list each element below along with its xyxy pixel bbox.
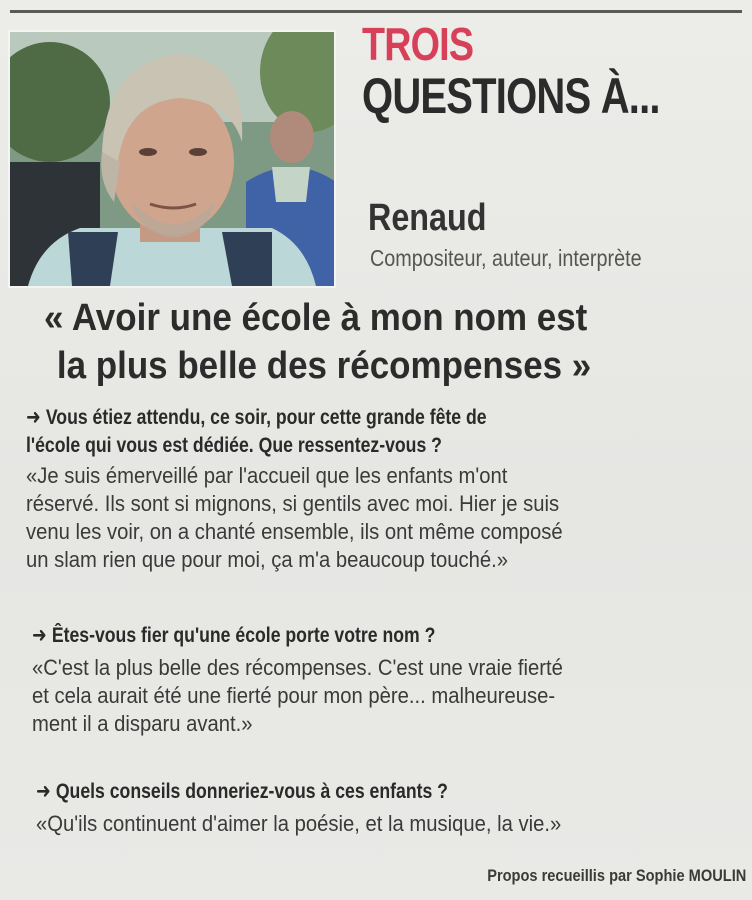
top-rule <box>10 10 742 13</box>
answer-1-line-1: «Je suis émerveillé par l'accueil que les enfants m'ont <box>26 463 508 488</box>
kicker-questions: QUESTIONS À... <box>362 68 660 124</box>
interviewee-name: Renaud <box>368 197 487 239</box>
interviewee-role: Compositeur, auteur, interprète <box>370 245 642 271</box>
qa-block-3 <box>36 778 752 838</box>
headline-line-2: la plus belle des récompenses » <box>56 345 592 387</box>
portrait-illustration <box>10 32 334 286</box>
headline-line-1: « Avoir une école à mon nom est <box>44 297 588 339</box>
answer-1-line-4: un slam rien que pour moi, ça m'a beaucoup touché.» <box>26 547 509 572</box>
headline <box>44 294 633 390</box>
answer-2-line-2: et cela aurait été une fierté pour mon père... malheureuse- <box>32 683 556 708</box>
kicker-trois: TROIS <box>362 18 474 70</box>
question-text: Quels conseils donneriez-vous à ces enfants ? <box>55 780 448 803</box>
question-1-line-2: l'école qui vous est dédiée. Que ressentez-vous ? <box>26 434 442 457</box>
byline-credit: Propos recueillis par Sophie MOULIN <box>486 866 746 885</box>
question-text: Vous étiez attendu, ce soir, pour cette grande fête de <box>45 406 487 429</box>
qa-block-1 <box>26 404 746 574</box>
portrait-photo <box>8 30 336 288</box>
answer-3-line-1: «Qu'ils continuent d'aimer la poésie, et la musique, la vie.» <box>36 811 562 836</box>
question-3-line-1 <box>36 778 641 806</box>
arrow-icon: ➜ <box>36 780 51 803</box>
answer-1-line-3: venu les voir, on a chanté ensemble, ils ont même composé <box>26 519 563 544</box>
question-text: Êtes-vous fier qu'une école porte votre nom ? <box>51 624 436 647</box>
answer-2-line-1: «C'est la plus belle des récompenses. C'est une vraie fierté <box>32 655 563 680</box>
answer-1-line-2: réservé. Ils sont si mignons, si gentils avec moi. Hier je suis <box>26 491 560 516</box>
question-1-line-1 <box>26 404 631 432</box>
answer-2-line-3: ment il a disparu avant.» <box>32 711 253 736</box>
qa-block-2 <box>32 622 752 738</box>
arrow-icon: ➜ <box>26 406 41 429</box>
arrow-icon: ➜ <box>32 624 47 647</box>
question-2-line-1 <box>32 622 637 650</box>
